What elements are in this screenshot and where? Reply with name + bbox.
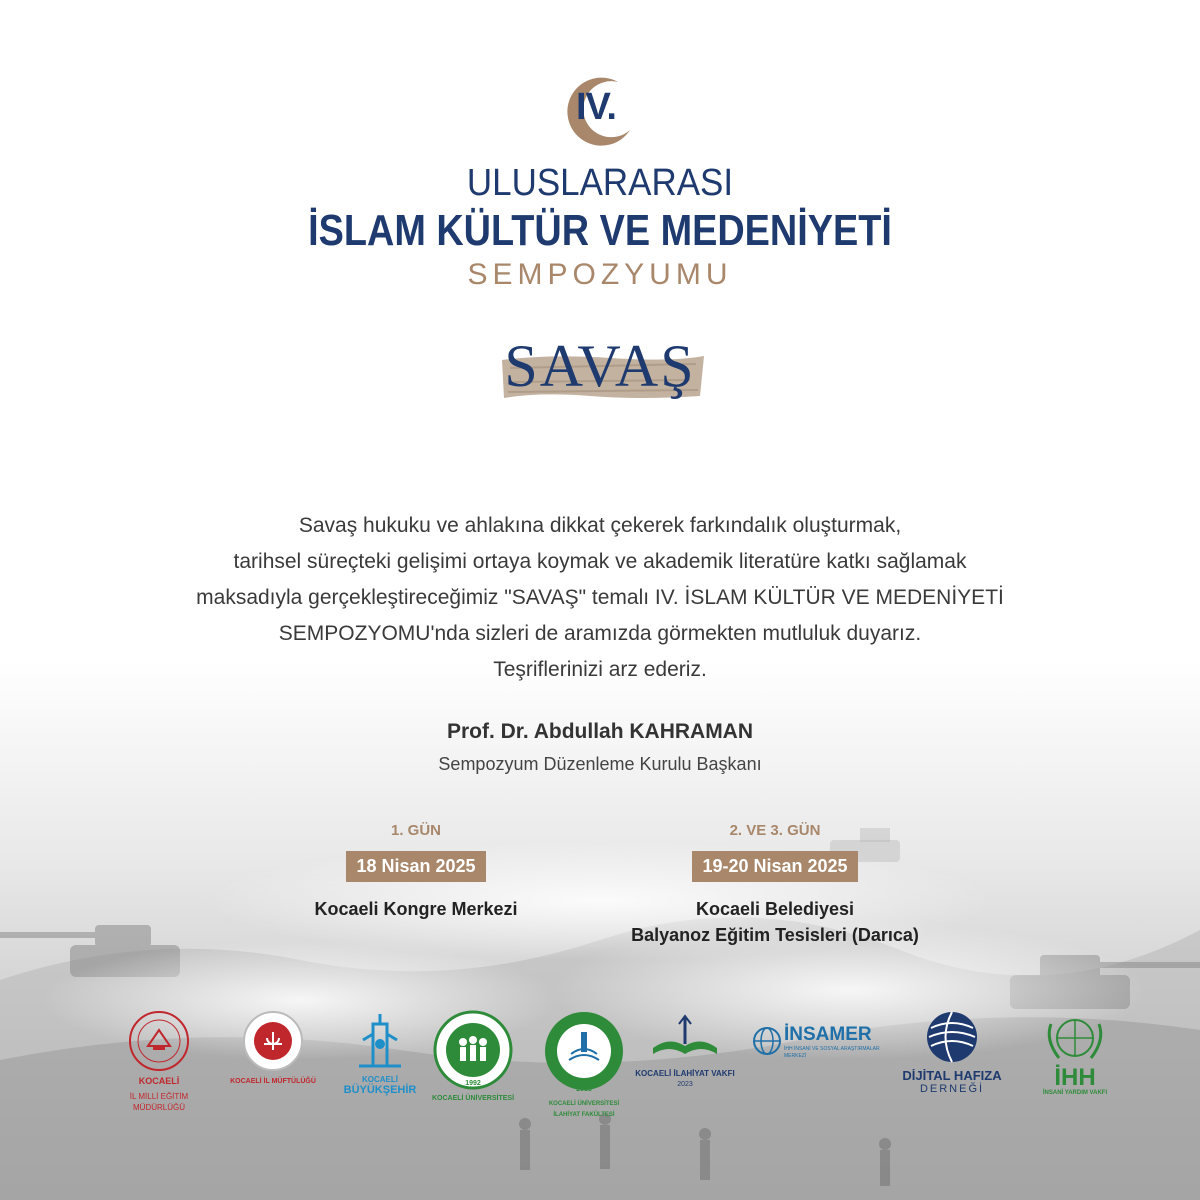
edition-number: IV.	[576, 86, 616, 128]
invitation-line: Savaş hukuku ve ahlakına dikkat çekerek farkındalık oluşturmak,	[298, 514, 902, 537]
logo-caption: BÜYÜKŞEHİR	[343, 1084, 417, 1096]
logo-year: 1992	[465, 1080, 481, 1087]
day-label: 2. VE 3. GÜN	[729, 822, 821, 839]
logo-caption: DERNEĞİ	[919, 1083, 985, 1095]
logo-caption: KOCAELİ ÜNİVERSİTESİ	[431, 1095, 515, 1102]
title-line-3: SEMPOZYUMU	[467, 258, 733, 291]
signatory-role: Sempozyum Düzenleme Kurulu Başkanı	[438, 754, 762, 774]
invitation-line: Teşriflerinizi arz ederiz.	[493, 658, 707, 681]
logo-caption: İL MİLLİ EĞİTİM MÜDÜRLÜĞÜ	[129, 1092, 189, 1112]
logo-ilahiyat-vakfi	[630, 1010, 740, 1120]
dijital-hafiza-globe-icon	[925, 1010, 979, 1064]
logo-kocaeli-buyuksehir	[330, 1010, 430, 1120]
ihh-title: İHH	[1054, 1064, 1096, 1091]
insamer-globe-icon	[752, 1026, 782, 1056]
schedule-day-2-3	[590, 822, 960, 948]
title-line-1: ULUSLARARASI	[466, 162, 734, 204]
schedule-day-1	[266, 822, 566, 922]
day-date: 18 Nisan 2025	[346, 851, 485, 882]
invitation-line: SEMPOZYOMU'nda sizleri de aramızda görmekten mutluluk duyarız.	[278, 622, 922, 645]
logo-caption: KOCAELİ İL MÜFTÜLÜĞÜ	[230, 1078, 316, 1085]
insamer-subtitle: İHH İNSANİ VE SOSYAL ARAŞTIRMALAR MERKEZİ	[784, 1046, 880, 1059]
logo-kocaeli-meb	[104, 1010, 214, 1120]
logo-kocaeli-muftuluk	[218, 1010, 328, 1120]
meb-seal-icon	[128, 1010, 190, 1072]
logo-caption: KOCAELİ	[138, 1076, 180, 1086]
logo-caption: İLAHİYAT FAKÜLTESİ	[553, 1112, 615, 1118]
logo-dijital-hafiza	[896, 1010, 1008, 1120]
ihh-globe-wreath-icon	[1043, 1010, 1107, 1066]
logo-kocaeli-universitesi	[428, 1010, 518, 1120]
day-place-line: Balyanoz Eğitim Tesisleri (Darıca)	[631, 925, 919, 945]
title-line-2: İSLAM KÜLTÜR VE MEDENİYETİ	[308, 206, 892, 255]
logo-ihh	[1030, 1010, 1120, 1120]
insamer-title: İNSAMER	[784, 1024, 872, 1045]
diyanet-seal-icon	[242, 1010, 304, 1072]
invitation-line: maksadıyla gerçekleştireceğimiz "SAVAŞ" temalı IV. İSLAM KÜLTÜR VE MEDENİYETİ	[196, 586, 1004, 609]
signatory-name: Prof. Dr. Abdullah KAHRAMAN	[446, 720, 754, 743]
logo-caption: DİJİTAL HAFIZA	[902, 1068, 1002, 1083]
day-place-line: Kocaeli Belediyesi	[695, 899, 855, 919]
faculty-seal-icon	[543, 1010, 625, 1092]
logo-caption: KOCAELİ ÜNİVERSİTESİ	[548, 1101, 620, 1107]
theme-logo	[490, 328, 710, 408]
day-date: 19-20 Nisan 2025	[692, 851, 857, 882]
day-place	[590, 896, 960, 948]
sponsor-logos	[0, 1010, 1200, 1120]
logo-ilahiyat-fakultesi	[534, 1010, 634, 1120]
logo-year: 2013	[576, 1086, 592, 1093]
buyuksehir-tower-icon	[355, 1010, 405, 1070]
logo-year: 2023	[677, 1081, 693, 1088]
theme-title: SAVAŞ	[504, 333, 696, 399]
logo-insamer	[752, 1010, 894, 1120]
logo-caption: KOCAELİ İLAHİYAT VAKFI	[635, 1069, 735, 1078]
vakif-book-icon	[645, 1010, 725, 1060]
day-label: 1. GÜN	[390, 822, 441, 839]
invitation-line: tarihsel süreçteki gelişimi ortaya koymak ve akademik literatüre katkı sağlamak	[233, 550, 967, 573]
ihh-subtitle: İNSANİ YARDIM VAKFI	[1042, 1090, 1108, 1096]
invitation-text	[0, 508, 1200, 688]
day-place: Kocaeli Kongre Merkezi	[314, 899, 518, 919]
logo-caption: KOCAELİ	[362, 1075, 398, 1084]
